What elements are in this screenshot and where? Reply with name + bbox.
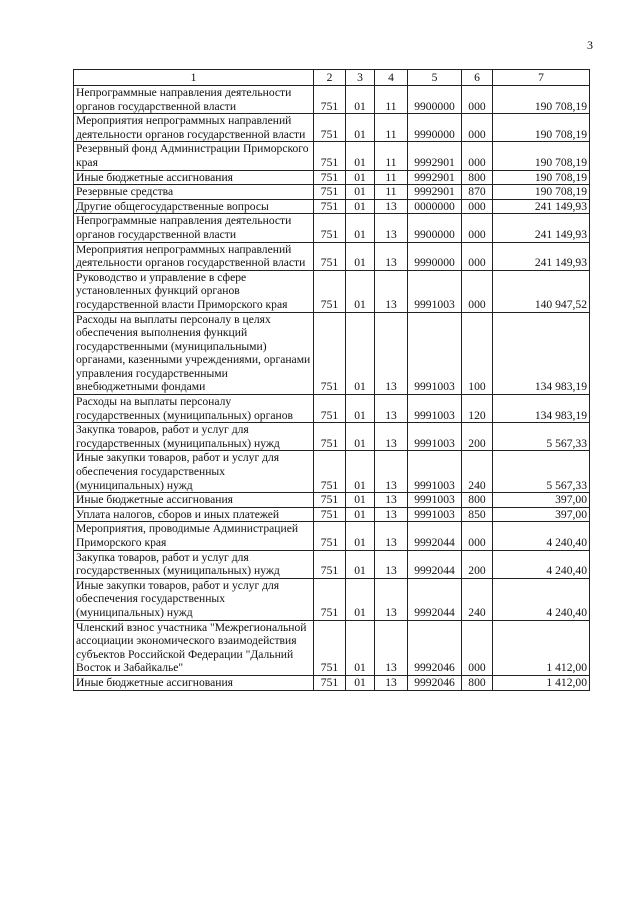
- col-header-subsection: 4: [375, 70, 408, 86]
- row-name: Закупка товаров, работ и услуг для государственных (муниципальных) нужд: [74, 550, 314, 578]
- row-amount: 241 149,93: [493, 199, 590, 214]
- row-target-item: 9991003: [408, 507, 462, 522]
- row-amount: 1 412,00: [493, 620, 590, 675]
- row-amount: 190 708,19: [493, 142, 590, 170]
- row-target-item: 9992046: [408, 675, 462, 690]
- row-target-item: 9900000: [408, 86, 462, 114]
- row-name: Мероприятия, проводимые Администрацией Приморского края: [74, 522, 314, 550]
- row-section: 01: [346, 550, 375, 578]
- row-expense-type: 870: [462, 185, 493, 200]
- table-row: [74, 620, 590, 675]
- row-ministry: 751: [314, 312, 346, 395]
- row-target-item: 9991003: [408, 270, 462, 312]
- table-row: [74, 578, 590, 620]
- row-target-item: 9991003: [408, 312, 462, 395]
- row-section: 01: [346, 578, 375, 620]
- row-section: 01: [346, 199, 375, 214]
- row-section: 01: [346, 493, 375, 508]
- row-name: Закупка товаров, работ и услуг для государственных (муниципальных) нужд: [74, 423, 314, 451]
- row-subsection: 13: [375, 242, 408, 270]
- row-section: 01: [346, 522, 375, 550]
- row-expense-type: 800: [462, 170, 493, 185]
- row-amount: 134 983,19: [493, 312, 590, 395]
- row-section: 01: [346, 142, 375, 170]
- table-row: [74, 170, 590, 185]
- header-row: [74, 70, 590, 86]
- row-ministry: 751: [314, 507, 346, 522]
- table-row: [74, 142, 590, 170]
- row-ministry: 751: [314, 423, 346, 451]
- row-expense-type: 240: [462, 451, 493, 493]
- row-target-item: 9992046: [408, 620, 462, 675]
- row-amount: 5 567,33: [493, 423, 590, 451]
- row-name: Мероприятия непрограммных направлений деятельности органов государственной власти: [74, 242, 314, 270]
- row-subsection: 13: [375, 270, 408, 312]
- row-target-item: 9992044: [408, 522, 462, 550]
- row-section: 01: [346, 423, 375, 451]
- row-name: Расходы на выплаты персоналу государственных (муниципальных) органов: [74, 395, 314, 423]
- row-name: Мероприятия непрограммных направлений деятельности органов государственной власти: [74, 114, 314, 142]
- row-expense-type: 000: [462, 114, 493, 142]
- row-ministry: 751: [314, 675, 346, 690]
- table-row: [74, 507, 590, 522]
- row-subsection: 13: [375, 620, 408, 675]
- row-target-item: 9992901: [408, 142, 462, 170]
- row-amount: 1 412,00: [493, 675, 590, 690]
- row-subsection: 13: [375, 312, 408, 395]
- row-name: Членский взнос участника "Межрегиональной ассоциации экономического взаимодействия субъектов Российской Федерации "Дальний Восток и Забайкалье": [74, 620, 314, 675]
- table-row: [74, 550, 590, 578]
- table-row: [74, 86, 590, 114]
- row-subsection: 13: [375, 395, 408, 423]
- row-name: Другие общегосударственные вопросы: [74, 199, 314, 214]
- row-amount: 190 708,19: [493, 185, 590, 200]
- table-row: [74, 270, 590, 312]
- row-section: 01: [346, 170, 375, 185]
- row-target-item: 0000000: [408, 199, 462, 214]
- row-expense-type: 100: [462, 312, 493, 395]
- row-name: Расходы на выплаты персоналу в целях обеспечения выполнения функций государственными (муниципальными) органами, казенными учреждениями, органами управления государственными внебюджетными фондами: [74, 312, 314, 395]
- row-amount: 5 567,33: [493, 451, 590, 493]
- table-row: [74, 423, 590, 451]
- col-header-target-item: 5: [408, 70, 462, 86]
- row-subsection: 11: [375, 142, 408, 170]
- row-ministry: 751: [314, 86, 346, 114]
- row-expense-type: 000: [462, 142, 493, 170]
- row-subsection: 11: [375, 114, 408, 142]
- row-expense-type: 200: [462, 423, 493, 451]
- col-header-amount: 7: [493, 70, 590, 86]
- row-subsection: 13: [375, 578, 408, 620]
- row-amount: 190 708,19: [493, 170, 590, 185]
- row-ministry: 751: [314, 142, 346, 170]
- row-target-item: 9992044: [408, 578, 462, 620]
- row-amount: 4 240,40: [493, 522, 590, 550]
- row-subsection: 13: [375, 423, 408, 451]
- row-subsection: 13: [375, 451, 408, 493]
- row-name: Иные закупки товаров, работ и услуг для обеспечения государственных (муниципальных) нужд: [74, 578, 314, 620]
- row-name: Иные закупки товаров, работ и услуг для обеспечения государственных (муниципальных) нужд: [74, 451, 314, 493]
- row-target-item: 9992901: [408, 185, 462, 200]
- row-name: Руководство и управление в сфере установленных функций органов государственной власти Приморского края: [74, 270, 314, 312]
- row-expense-type: 000: [462, 214, 493, 242]
- row-amount: 190 708,19: [493, 114, 590, 142]
- col-header-section: 3: [346, 70, 375, 86]
- row-subsection: 13: [375, 550, 408, 578]
- row-section: 01: [346, 312, 375, 395]
- row-target-item: 9991003: [408, 493, 462, 508]
- table-row: [74, 522, 590, 550]
- row-section: 01: [346, 675, 375, 690]
- row-subsection: 13: [375, 507, 408, 522]
- row-expense-type: 120: [462, 395, 493, 423]
- row-amount: 4 240,40: [493, 550, 590, 578]
- row-amount: 397,00: [493, 493, 590, 508]
- row-section: 01: [346, 214, 375, 242]
- row-amount: 140 947,52: [493, 270, 590, 312]
- table-row: [74, 312, 590, 395]
- row-target-item: 9900000: [408, 214, 462, 242]
- row-name: Резервный фонд Администрации Приморского края: [74, 142, 314, 170]
- row-ministry: 751: [314, 620, 346, 675]
- table-row: [74, 114, 590, 142]
- row-expense-type: 800: [462, 493, 493, 508]
- row-expense-type: 000: [462, 199, 493, 214]
- row-amount: 4 240,40: [493, 578, 590, 620]
- row-ministry: 751: [314, 550, 346, 578]
- row-name: Непрограммные направления деятельности органов государственной власти: [74, 214, 314, 242]
- row-section: 01: [346, 507, 375, 522]
- row-ministry: 751: [314, 493, 346, 508]
- row-ministry: 751: [314, 170, 346, 185]
- row-expense-type: 000: [462, 86, 493, 114]
- row-subsection: 11: [375, 170, 408, 185]
- row-expense-type: 200: [462, 550, 493, 578]
- row-expense-type: 240: [462, 578, 493, 620]
- row-expense-type: 000: [462, 242, 493, 270]
- table-row: [74, 451, 590, 493]
- row-name: Иные бюджетные ассигнования: [74, 493, 314, 508]
- row-section: 01: [346, 114, 375, 142]
- row-ministry: 751: [314, 199, 346, 214]
- row-amount: 241 149,93: [493, 214, 590, 242]
- row-subsection: 13: [375, 199, 408, 214]
- row-subsection: 13: [375, 493, 408, 508]
- row-name: Резервные средства: [74, 185, 314, 200]
- row-subsection: 13: [375, 675, 408, 690]
- row-section: 01: [346, 620, 375, 675]
- row-subsection: 11: [375, 185, 408, 200]
- row-target-item: 9991003: [408, 395, 462, 423]
- table-row: [74, 675, 590, 690]
- row-expense-type: 000: [462, 522, 493, 550]
- row-ministry: 751: [314, 451, 346, 493]
- row-expense-type: 000: [462, 270, 493, 312]
- row-section: 01: [346, 395, 375, 423]
- table-row: [74, 185, 590, 200]
- row-target-item: 9991003: [408, 451, 462, 493]
- row-ministry: 751: [314, 185, 346, 200]
- row-ministry: 751: [314, 242, 346, 270]
- row-amount: 134 983,19: [493, 395, 590, 423]
- table-row: [74, 199, 590, 214]
- row-ministry: 751: [314, 522, 346, 550]
- col-header-expense-type: 6: [462, 70, 493, 86]
- row-section: 01: [346, 270, 375, 312]
- row-ministry: 751: [314, 270, 346, 312]
- row-ministry: 751: [314, 214, 346, 242]
- row-section: 01: [346, 451, 375, 493]
- row-section: 01: [346, 86, 375, 114]
- row-section: 01: [346, 185, 375, 200]
- row-section: 01: [346, 242, 375, 270]
- table-row: [74, 214, 590, 242]
- row-amount: 397,00: [493, 507, 590, 522]
- row-ministry: 751: [314, 114, 346, 142]
- row-name: Непрограммные направления деятельности органов государственной власти: [74, 86, 314, 114]
- row-subsection: 11: [375, 86, 408, 114]
- row-ministry: 751: [314, 578, 346, 620]
- table-row: [74, 242, 590, 270]
- table-row: [74, 395, 590, 423]
- row-amount: 241 149,93: [493, 242, 590, 270]
- col-header-name: 1: [74, 70, 314, 86]
- page-number: 3: [587, 38, 593, 52]
- row-name: Иные бюджетные ассигнования: [74, 675, 314, 690]
- row-target-item: 9992044: [408, 550, 462, 578]
- row-expense-type: 800: [462, 675, 493, 690]
- row-amount: 190 708,19: [493, 86, 590, 114]
- row-target-item: 9990000: [408, 114, 462, 142]
- budget-table: [73, 69, 590, 691]
- row-name: Иные бюджетные ассигнования: [74, 170, 314, 185]
- row-subsection: 13: [375, 214, 408, 242]
- row-name: Уплата налогов, сборов и иных платежей: [74, 507, 314, 522]
- row-ministry: 751: [314, 395, 346, 423]
- row-target-item: 9990000: [408, 242, 462, 270]
- col-header-ministry: 2: [314, 70, 346, 86]
- row-expense-type: 000: [462, 620, 493, 675]
- row-target-item: 9991003: [408, 423, 462, 451]
- row-expense-type: 850: [462, 507, 493, 522]
- table-row: [74, 493, 590, 508]
- row-target-item: 9992901: [408, 170, 462, 185]
- row-subsection: 13: [375, 522, 408, 550]
